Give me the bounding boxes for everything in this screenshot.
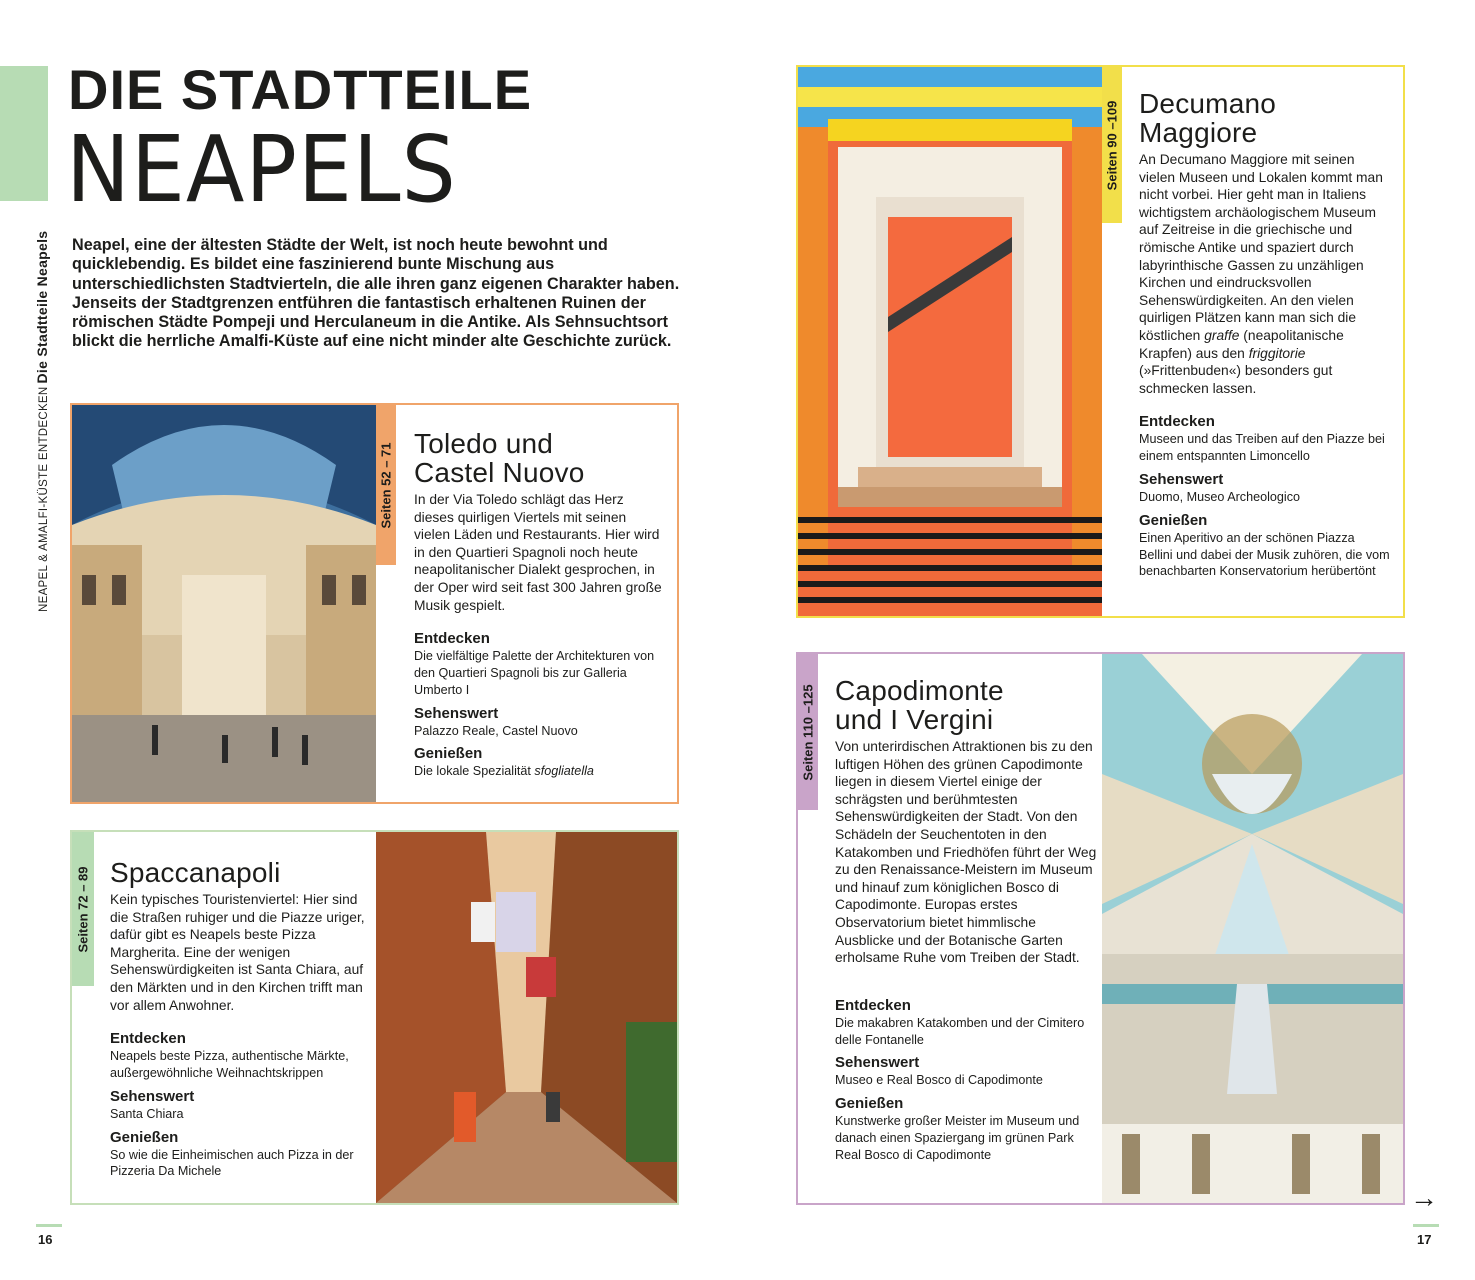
section-text: Palazzo Reale, Castel Nuovo xyxy=(414,723,578,738)
card-title-line1: Toledo und xyxy=(414,428,554,459)
card-capodimonte xyxy=(796,652,1405,1205)
intro-paragraph: Neapel, eine der ältesten Städte der Welt, ist noch heute bewohnt und quicklebendig. Es bildet eine faszinierend bunte Mischung aus unterschiedlichsten Stadtvierteln, die alle ihren ganz eigenen Charakter haben. Jenseits der Stadtgrenzen entführen die fantastisch erhaltenen Ruinen der römischen Städte Pompeji und Herculaneum in die Antike. Als Sehnsuchtsort blickt die herrliche Amalfi-Küste auf eine nicht minder alte Geschichte zurück. xyxy=(72,236,680,351)
card-title xyxy=(414,429,664,487)
section-text: Kunstwerke großer Meister im Museum und danach einen Spaziergang im grünen Park Real Bosco di Capodimonte xyxy=(835,1114,1080,1162)
section-text: Die vielfältige Palette der Architekturen von den Quartieri Spagnoli bis zur Galleria Umberto I xyxy=(414,649,655,697)
section-heading: Sehenswert xyxy=(110,1087,195,1105)
section-heading: Sehenswert xyxy=(414,704,499,722)
card-title-line2: Maggiore xyxy=(1139,117,1258,148)
section-text: Museen und das Treiben auf den Piazze bei einem entspannten Limoncello xyxy=(1139,432,1385,464)
section-text: Einen Aperitivo an der schönen Piazza Bellini und dabei der Musik zuhören, die vom benachbarten Konservatorium herübertönt xyxy=(1139,530,1390,579)
section-heading: Entdecken xyxy=(835,996,911,1014)
section-text: Museo e Real Bosco di Capodimonte xyxy=(835,1073,1043,1088)
page-range-label: Seiten 72 – 89 xyxy=(75,866,91,952)
running-head xyxy=(34,231,50,612)
page-range-label: Seiten 52 – 71 xyxy=(378,442,394,528)
page-range-tab xyxy=(798,654,818,810)
card-decumano xyxy=(796,65,1405,618)
section-heading: Entdecken xyxy=(414,630,490,648)
section-text: So wie die Einheimischen auch Pizza in der Pizzeria Da Michele xyxy=(110,1147,354,1179)
page-range-label: Seiten 90 –109 xyxy=(1104,100,1120,190)
photo-spaccanapoli-alley xyxy=(376,832,677,1203)
photo-galleria-umberto xyxy=(72,405,376,802)
running-head-book: NEAPEL & AMALFI-KÜSTE ENTDECKEN xyxy=(38,386,50,612)
card-title-line1: Decumano xyxy=(1139,88,1277,119)
card-toledo xyxy=(70,403,679,804)
card-body: Von unterirdischen Attraktionen bis zu den luftigen Höhen des grünen Capodimonte liegen in diesem Viertel einige der schrägsten und berühmtesten Sehenswürdigkeiten der Stadt. Von den Schädeln der Seuchentoten in den Katakomben und Friedhöfen führt der Weg zu den Renaissance-Meistern im Museum und hinauf zum königlichen Bosco di Capodimonte. Europas erstes Observatorium bietet himmlische Ausblicke und der Botanische Garten erholsame Ruhe vom Treiben der Stadt. xyxy=(835,739,1097,966)
card-title: Spaccanapoli xyxy=(110,857,281,888)
page-number-right: 17 xyxy=(1417,1232,1432,1247)
card-body: An Decumano Maggiore mit seinen vielen Museen und Lokalen kommt man nicht vorbei. Hier geht man in Italiens wichtigstem archäologischem Museum auf Zeitreise in die griechische und römische Antike und spaziert durch labyrinthische Gassen zu unzähligen Kirchen und eindrucksvollen Sehenswürdigkeiten. An den vielen quirligen Plätzen kann man sich die köstlichen graffe (neapolitanische Krapfen) aus den friggitorie (»Frittenbuden«) besonders gut schmecken lassen. xyxy=(1139,152,1383,396)
running-head-chapter: Die Stadtteile Neapels xyxy=(34,230,50,384)
card-body: Kein typisches Touristenviertel: Hier sind die Straßen ruhiger und die Piazze uriger, dafür gibt es Neapels beste Pizza Margherita. Eine der wenigen Sehenswürdigkeiten ist Santa Chiara, auf den Märkten und in den Kirchen trifft man vor allem Anwohner. xyxy=(110,892,365,1013)
card-text xyxy=(110,858,368,1180)
card-title xyxy=(835,676,1097,734)
section-heading: Sehenswert xyxy=(835,1054,920,1072)
section-heading: Genießen xyxy=(414,745,483,763)
photo-metro-station-art xyxy=(798,67,1102,616)
section-text: Die makabren Katakomben und der Cimitero delle Fontanelle xyxy=(835,1015,1085,1047)
section-heading: Genießen xyxy=(110,1128,179,1146)
card-body: In der Via Toledo schlägt das Herz dieses quirligen Viertels mit seinen vielen Läden und Restaurants. Hier wird in den Quartieri Spagnoli noch heute neapolitanischer Dialekt gesprochen, in der Oper wird seit fast 300 Jahren große Musik gespielt. xyxy=(414,492,662,613)
section-text: Duomo, Museo Archeologico xyxy=(1139,489,1301,504)
section-heading: Entdecken xyxy=(1139,413,1215,431)
page-title-line2: NEAPELS xyxy=(66,116,457,223)
card-title xyxy=(1139,89,1391,147)
section-text: Die lokale Spezialität sfogliatella xyxy=(414,764,594,779)
next-page-arrow-icon[interactable]: → xyxy=(1410,1182,1438,1213)
section-text: Santa Chiara xyxy=(110,1106,184,1121)
page-range-tab xyxy=(1102,67,1122,223)
page-title-line1: DIE STADTTEILE xyxy=(68,58,533,121)
card-title-line1: Capodimonte xyxy=(835,675,1004,706)
page-range-label: Seiten 110 –125 xyxy=(800,683,816,781)
page-number-rule-right xyxy=(1413,1224,1439,1227)
card-text xyxy=(1139,89,1391,580)
card-text xyxy=(414,429,664,780)
section-text: Neapels beste Pizza, authentische Märkte, außergewöhnliche Weihnachtskrippen xyxy=(110,1049,349,1080)
card-text xyxy=(835,676,1097,1164)
card-title-line2: Castel Nuovo xyxy=(414,457,585,488)
page-range-tab xyxy=(72,832,94,986)
page-range-tab xyxy=(376,405,396,565)
section-heading: Entdecken xyxy=(110,1030,186,1048)
section-heading: Genießen xyxy=(835,1095,904,1113)
chapter-color-tab xyxy=(0,66,48,201)
card-title-line2: und I Vergini xyxy=(835,704,994,735)
section-heading: Sehenswert xyxy=(1139,470,1224,488)
page-number-left: 16 xyxy=(38,1232,53,1247)
photo-chandelier-hall xyxy=(1102,654,1403,1203)
card-spaccanapoli xyxy=(70,830,679,1205)
page-number-rule-left xyxy=(36,1224,62,1227)
section-heading: Genießen xyxy=(1139,511,1208,529)
